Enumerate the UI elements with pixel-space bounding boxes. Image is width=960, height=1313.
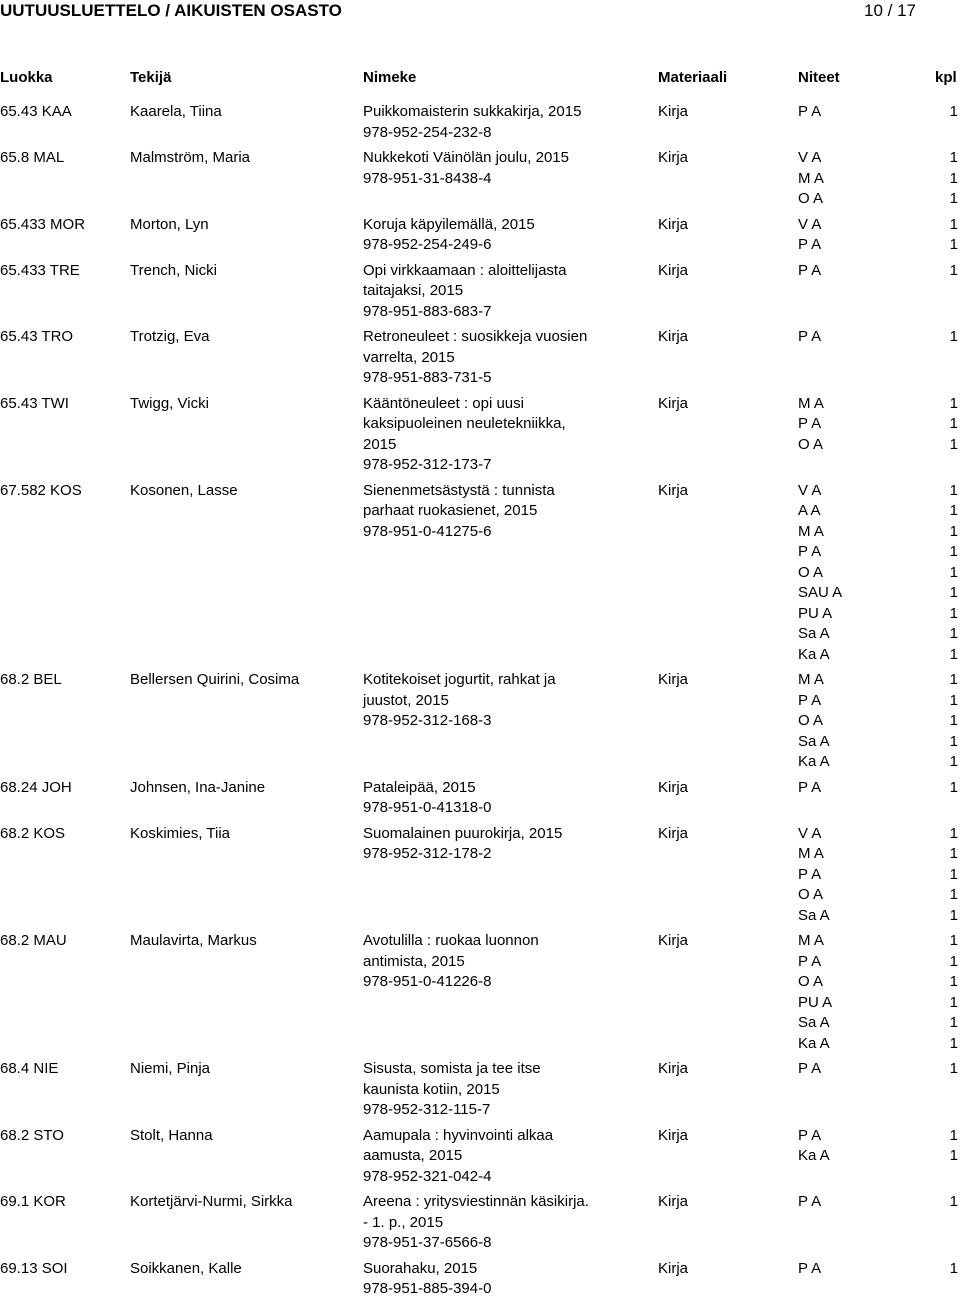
holding-location: M A (798, 845, 824, 862)
holding-location: Ka A (798, 1034, 830, 1052)
class-code: 65.433 TRE (0, 261, 80, 279)
holding-row (798, 604, 958, 625)
holding-row (798, 624, 958, 645)
header-nimeke: Nimeke (363, 69, 417, 86)
title-block (363, 481, 643, 543)
holding-row (798, 865, 958, 886)
class-code: 65.43 KAA (0, 103, 72, 120)
holdings (798, 824, 958, 927)
holding-row (798, 972, 958, 993)
holding-row (798, 215, 958, 236)
class-code: 65.43 TRO (0, 328, 74, 345)
holding-row (798, 1146, 958, 1167)
holdings (798, 1126, 958, 1167)
holding-location: O A (798, 190, 824, 207)
holding-row (798, 906, 958, 927)
material: Kirja (658, 1193, 689, 1210)
holding-row (798, 481, 958, 502)
holding-row (798, 501, 958, 522)
holding-row (798, 778, 958, 799)
holding-location: O A (798, 886, 824, 903)
list-item (0, 931, 960, 1059)
holding-row (798, 394, 958, 415)
holding-count: 1 (949, 1147, 958, 1164)
material: Kirja (658, 671, 689, 688)
holdings (798, 327, 958, 348)
holding-location: M A (798, 522, 824, 540)
holding-row (798, 189, 958, 210)
holding-row (798, 844, 958, 865)
holding-count: 1 (949, 261, 958, 279)
title-line: Areena : yritysviestinnän käsikirja. (363, 1193, 589, 1210)
holding-location: P A (798, 1193, 822, 1210)
holding-count: 1 (949, 169, 958, 187)
title-line: 978-951-37-6566-8 (363, 1234, 492, 1251)
author: Kaarela, Tiina (130, 103, 222, 120)
holding-location: V A (798, 824, 822, 842)
author: Niemi, Pinja (130, 1060, 211, 1077)
holding-location: O A (798, 435, 824, 453)
holding-count: 1 (949, 973, 958, 990)
title-block (363, 148, 643, 189)
holdings (798, 481, 958, 666)
material: Kirja (658, 1259, 689, 1277)
holding-location: M A (798, 932, 824, 949)
title-line: 978-951-885-394-0 (363, 1280, 492, 1297)
header-luokka: Luokka (0, 69, 53, 86)
holding-row (798, 711, 958, 732)
title-block (363, 1126, 643, 1188)
holding-location: O A (798, 712, 824, 729)
list-item (0, 261, 960, 328)
holding-count: 1 (949, 522, 958, 540)
list-item (0, 778, 960, 824)
material: Kirja (658, 778, 689, 796)
entry-list (0, 102, 960, 1305)
holding-row (798, 952, 958, 973)
class-code: 68.2 STO (0, 1126, 64, 1144)
title-line: Opi virkkaamaan : aloittelijasta (363, 261, 567, 279)
material: Kirja (658, 215, 689, 233)
holding-count: 1 (949, 103, 958, 120)
holding-row (798, 542, 958, 563)
holding-location: Sa A (798, 906, 830, 924)
holding-count: 1 (949, 190, 958, 207)
holding-count: 1 (949, 1193, 958, 1210)
title-block (363, 824, 643, 865)
title-line: Pataleipää, 2015 (363, 778, 476, 796)
holding-location: P A (798, 1259, 822, 1277)
class-code: 68.2 KOS (0, 824, 66, 842)
title-line: 978-951-31-8438-4 (363, 169, 492, 187)
holding-count: 1 (949, 1060, 958, 1077)
author: Johnsen, Ina-Janine (130, 778, 266, 796)
holding-location: P A (798, 865, 822, 883)
holding-row (798, 102, 958, 123)
holding-location: Sa A (798, 1014, 830, 1031)
holding-count: 1 (949, 1034, 958, 1052)
list-item (0, 824, 960, 932)
material: Kirja (658, 932, 689, 949)
author: Maulavirta, Markus (130, 932, 257, 949)
holding-count: 1 (949, 625, 958, 642)
class-code: 67.582 KOS (0, 481, 82, 499)
holding-row (798, 1034, 958, 1055)
holding-location: V A (798, 481, 822, 499)
holding-count: 1 (949, 824, 958, 842)
class-code: 68.4 NIE (0, 1060, 59, 1077)
holding-location: P A (798, 543, 822, 560)
holding-count: 1 (949, 394, 958, 412)
author: Kortetjärvi-Nurmi, Sirkka (130, 1193, 293, 1210)
page-number: 10 / 17 (864, 1, 916, 20)
holdings (798, 261, 958, 282)
author: Koskimies, Tiia (130, 824, 231, 842)
holding-row (798, 1259, 958, 1280)
holding-count: 1 (949, 952, 958, 970)
list-item (0, 394, 960, 481)
title-line: antimista, 2015 (363, 952, 465, 970)
header-tekija: Tekijä (130, 69, 172, 86)
title-block (363, 1259, 643, 1300)
holding-location: Ka A (798, 753, 830, 770)
class-code: 68.24 JOH (0, 778, 72, 796)
title-block (363, 670, 643, 732)
holding-row (798, 1013, 958, 1034)
holding-count: 1 (949, 215, 958, 233)
holding-location: P A (798, 778, 822, 796)
holding-row (798, 148, 958, 169)
title-line: Suomalainen puurokirja, 2015 (363, 824, 563, 842)
holding-count: 1 (949, 753, 958, 770)
material: Kirja (658, 1126, 689, 1144)
holding-location: Ka A (798, 645, 830, 663)
holding-location: Ka A (798, 1147, 830, 1164)
holding-count: 1 (949, 906, 958, 924)
title-line: 978-951-0-41226-8 (363, 973, 492, 990)
author: Trench, Nicki (130, 261, 217, 279)
header-kpl: kpl (935, 69, 957, 86)
title-line: 978-951-883-683-7 (363, 302, 492, 320)
title-line: Koruja käpyilemällä, 2015 (363, 215, 535, 233)
holding-row (798, 261, 958, 282)
title-line: Kääntöneuleet : opi uusi (363, 394, 524, 412)
holding-location: SAU A (798, 584, 843, 601)
title-line: parhaat ruokasienet, 2015 (363, 502, 538, 519)
holding-row (798, 583, 958, 604)
title-line: 978-952-254-249-6 (363, 236, 492, 253)
holding-location: M A (798, 671, 824, 688)
holding-location: P A (798, 261, 822, 279)
author: Soikkanen, Kalle (130, 1259, 242, 1277)
author: Kosonen, Lasse (130, 481, 238, 499)
author: Stolt, Hanna (130, 1126, 213, 1144)
list-item (0, 148, 960, 215)
holding-count: 1 (949, 481, 958, 499)
title-line: kaksipuoleinen neuletekniikka, (363, 415, 566, 432)
holding-location: Sa A (798, 625, 830, 642)
title-line: 978-952-312-168-3 (363, 712, 492, 729)
title-line: 978-951-0-41318-0 (363, 799, 492, 816)
holdings (798, 1059, 958, 1080)
holding-count: 1 (949, 865, 958, 883)
title-line: Avotulilla : ruokaa luonnon (363, 932, 539, 949)
title-line: Kotitekoiset jogurtit, rahkat ja (363, 671, 556, 688)
title-line: Nukkekoti Väinölän joulu, 2015 (363, 149, 569, 166)
holding-row (798, 993, 958, 1014)
holding-count: 1 (949, 645, 958, 663)
holding-count: 1 (949, 435, 958, 453)
holding-location: V A (798, 215, 822, 233)
list-item (0, 1192, 960, 1259)
holding-count: 1 (949, 886, 958, 903)
title-block (363, 102, 643, 143)
title-line: juustot, 2015 (363, 691, 449, 709)
title-block (363, 394, 643, 476)
holding-location: PU A (798, 993, 833, 1011)
material: Kirja (658, 394, 689, 412)
material: Kirja (658, 481, 689, 499)
holding-location: O A (798, 973, 824, 990)
holding-count: 1 (949, 732, 958, 750)
holdings (798, 778, 958, 799)
holdings (798, 148, 958, 210)
holding-count: 1 (949, 149, 958, 166)
title-block (363, 931, 643, 993)
material: Kirja (658, 103, 689, 120)
holdings (798, 931, 958, 1054)
title-block (363, 1192, 643, 1254)
holding-row (798, 169, 958, 190)
title-line: varrelta, 2015 (363, 348, 455, 366)
material: Kirja (658, 824, 689, 842)
column-headers (0, 69, 960, 89)
holding-row (798, 691, 958, 712)
holding-count: 1 (949, 415, 958, 432)
holding-count: 1 (949, 328, 958, 345)
holding-row (798, 752, 958, 773)
holding-row (798, 824, 958, 845)
class-code: 69.1 KOR (0, 1193, 66, 1210)
title-line: Suorahaku, 2015 (363, 1259, 478, 1277)
holding-count: 1 (949, 691, 958, 709)
holding-location: P A (798, 328, 822, 345)
list-item (0, 1259, 960, 1305)
class-code: 65.8 MAL (0, 149, 65, 166)
holding-row (798, 522, 958, 543)
holding-count: 1 (949, 993, 958, 1011)
holding-count: 1 (949, 712, 958, 729)
holding-location: M A (798, 169, 824, 187)
list-item (0, 1059, 960, 1126)
holding-count: 1 (949, 563, 958, 581)
material: Kirja (658, 149, 689, 166)
holding-row (798, 732, 958, 753)
holding-location: Sa A (798, 732, 830, 750)
title-line: - 1. p., 2015 (363, 1213, 444, 1231)
author: Twigg, Vicki (130, 394, 209, 412)
class-code: 65.43 TWI (0, 394, 69, 412)
class-code: 65.433 MOR (0, 215, 86, 233)
holding-row (798, 327, 958, 348)
holding-count: 1 (949, 604, 958, 622)
title-line: 978-952-321-042-4 (363, 1167, 492, 1185)
holding-location: PU A (798, 604, 833, 622)
holding-location: P A (798, 1126, 822, 1144)
author: Malmström, Maria (130, 149, 251, 166)
title-line: Sisusta, somista ja tee itse (363, 1060, 541, 1077)
holdings (798, 102, 958, 123)
class-code: 68.2 MAU (0, 932, 67, 949)
holding-location: O A (798, 563, 824, 581)
list-item (0, 215, 960, 261)
holding-location: P A (798, 415, 822, 432)
holding-row (798, 435, 958, 456)
title-block (363, 1059, 643, 1121)
holding-location: P A (798, 103, 822, 120)
holdings (798, 394, 958, 456)
holdings (798, 215, 958, 256)
holding-row (798, 645, 958, 666)
holding-count: 1 (949, 1126, 958, 1144)
title-line: 978-951-883-731-5 (363, 369, 492, 386)
holding-location: M A (798, 394, 824, 412)
list-item (0, 670, 960, 778)
title-line: taitajaksi, 2015 (363, 282, 464, 299)
list-item (0, 1126, 960, 1193)
title-line: kaunista kotiin, 2015 (363, 1080, 500, 1098)
material: Kirja (658, 328, 689, 345)
title-block (363, 261, 643, 323)
title-line: Aamupala : hyvinvointi alkaa (363, 1126, 554, 1144)
title-line: 978-952-312-173-7 (363, 456, 492, 473)
holding-count: 1 (949, 932, 958, 949)
holding-location: P A (798, 691, 822, 709)
list-item (0, 102, 960, 148)
holding-count: 1 (949, 1259, 958, 1277)
holding-row (798, 670, 958, 691)
title-line: aamusta, 2015 (363, 1147, 463, 1164)
list-item (0, 327, 960, 394)
page-title: UUTUUSLUETTELO / AIKUISTEN OSASTO (0, 1, 342, 20)
holding-count: 1 (949, 502, 958, 519)
holding-row (798, 885, 958, 906)
title-line: 978-952-312-115-7 (363, 1101, 491, 1118)
material: Kirja (658, 261, 689, 279)
class-code: 68.2 BEL (0, 671, 62, 688)
holding-location: P A (798, 1060, 822, 1077)
author: Bellersen Quirini, Cosima (130, 671, 300, 688)
holding-row (798, 1126, 958, 1147)
holding-row (798, 414, 958, 435)
title-block (363, 215, 643, 256)
holding-row (798, 235, 958, 256)
title-line: 2015 (363, 435, 397, 453)
holdings (798, 1192, 958, 1213)
holding-count: 1 (949, 543, 958, 560)
title-line: Retroneuleet : suosikkeja vuosien (363, 328, 588, 345)
title-line: 978-951-0-41275-6 (363, 522, 492, 540)
holding-count: 1 (949, 671, 958, 688)
holdings (798, 670, 958, 773)
holding-row (798, 1192, 958, 1213)
holding-location: A A (798, 502, 821, 519)
holdings (798, 1259, 958, 1280)
header-materiaali: Materiaali (658, 69, 728, 86)
author: Trotzig, Eva (130, 328, 210, 345)
title-line: Sienenmetsästystä : tunnista (363, 481, 555, 499)
title-line: 978-952-254-232-8 (363, 123, 492, 141)
title-block (363, 327, 643, 389)
holding-location: V A (798, 149, 822, 166)
holding-count: 1 (949, 778, 958, 796)
holding-count: 1 (949, 236, 958, 253)
holding-count: 1 (949, 1014, 958, 1031)
author: Morton, Lyn (130, 215, 209, 233)
holding-count: 1 (949, 845, 958, 862)
holding-location: P A (798, 952, 822, 970)
header-niteet: Niteet (798, 69, 840, 86)
list-item (0, 481, 960, 671)
holding-row (798, 1059, 958, 1080)
holding-row (798, 931, 958, 952)
holding-row (798, 563, 958, 584)
material: Kirja (658, 1060, 689, 1077)
holding-count: 1 (949, 584, 958, 601)
title-line: 978-952-312-178-2 (363, 845, 492, 862)
class-code: 69.13 SOI (0, 1259, 68, 1277)
title-block (363, 778, 643, 819)
title-line: Puikkomaisterin sukkakirja, 2015 (363, 103, 582, 120)
holding-location: P A (798, 236, 822, 253)
